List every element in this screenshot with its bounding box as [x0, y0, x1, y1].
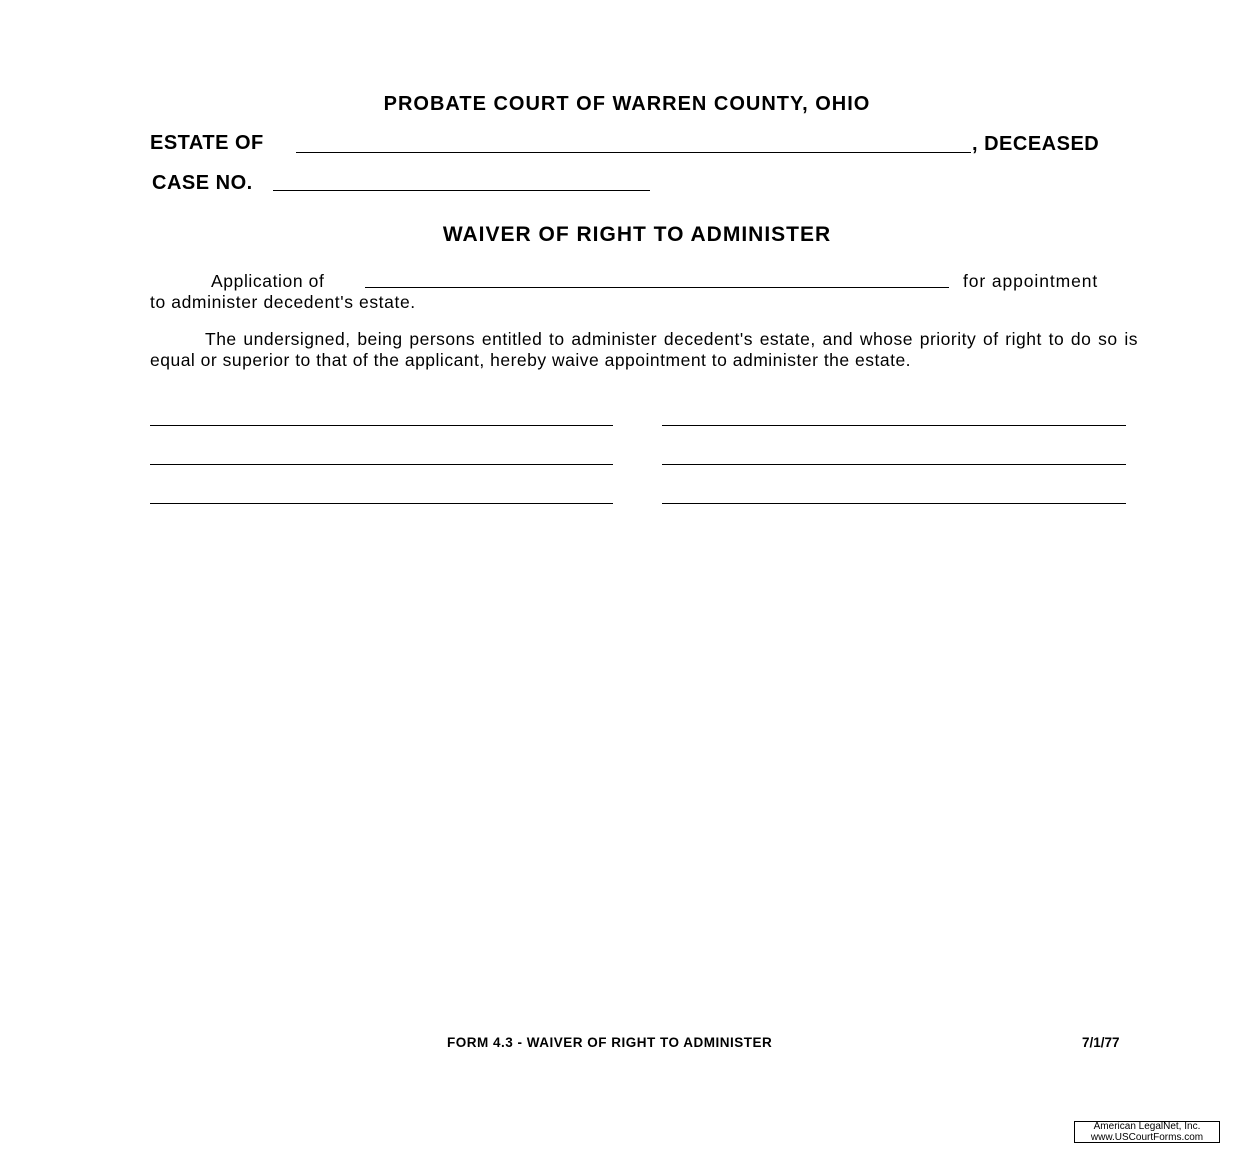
- footer-date: 7/1/77: [1082, 1035, 1120, 1050]
- case-number-field[interactable]: [273, 190, 650, 191]
- court-title: PROBATE COURT OF WARREN COUNTY, OHIO: [383, 93, 871, 115]
- form-title: WAIVER OF RIGHT TO ADMINISTER: [442, 223, 832, 246]
- estate-of-label: ESTATE OF: [150, 132, 264, 154]
- signature-line-left-3[interactable]: [150, 503, 613, 504]
- case-number-label: CASE NO.: [152, 172, 253, 194]
- footer-form-label: FORM 4.3 - WAIVER OF RIGHT TO ADMINISTER: [447, 1035, 773, 1050]
- publisher-watermark: [1074, 1121, 1220, 1143]
- waiver-paragraph: The undersigned, being persons entitled to administer decedent's estate, and whose priority of right to do so is equal or superior to that of the applicant, hereby waive appointment to administer the estate.: [150, 329, 1138, 370]
- application-continuation: to administer decedent's estate.: [150, 292, 416, 312]
- signature-line-left-1[interactable]: [150, 425, 613, 426]
- signature-line-right-1[interactable]: [662, 425, 1126, 426]
- signature-line-right-2[interactable]: [662, 464, 1126, 465]
- deceased-label: , DECEASED: [972, 133, 1100, 155]
- estate-name-field[interactable]: [296, 152, 971, 153]
- watermark-company: American LegalNet, Inc.: [1093, 1121, 1201, 1132]
- application-prefix: Application of: [211, 271, 325, 291]
- application-suffix: for appointment: [963, 271, 1099, 291]
- watermark-url: www.USCourtForms.com: [1090, 1131, 1204, 1143]
- signature-line-right-3[interactable]: [662, 503, 1126, 504]
- signature-line-left-2[interactable]: [150, 464, 613, 465]
- applicant-name-field[interactable]: [365, 287, 949, 288]
